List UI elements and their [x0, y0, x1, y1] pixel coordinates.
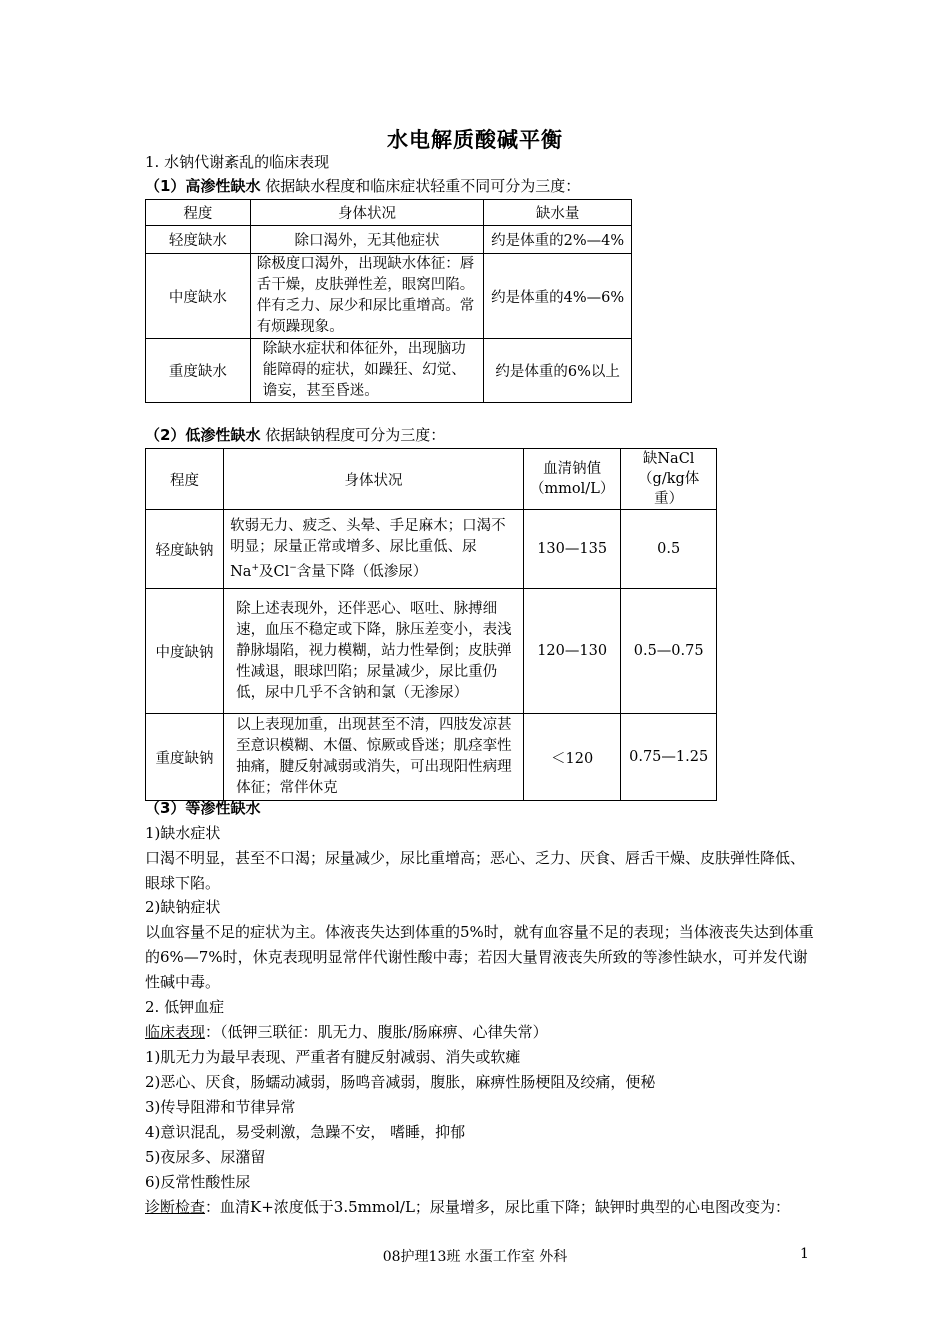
header-nacl	[621, 449, 717, 510]
cell-sodium: 120—130	[523, 589, 620, 714]
header-degree: 程度	[146, 200, 251, 226]
hypotonic-table	[145, 448, 717, 801]
list-item: 6)反常性酸性尿	[145, 1173, 251, 1191]
cell-status-part-b: 及Cl	[258, 563, 290, 580]
cell-sodium: ＜120	[523, 714, 620, 801]
sub3-item2-text: 以血容量不足的症状为主。体液丧失达到体重的5%时，就有血容量不足的表现；当体液丧失达到体重的6%—7%时，休克表现明显常伴代谢性酸中毒；若因大量胃液丧失所致的等渗性缺水，可并发代谢性碱中毒。	[145, 923, 814, 991]
list-item: 3)传导阻滞和节律异常	[145, 1098, 296, 1116]
cell-status: 除上述表现外，还伴恶心、呕吐、脉搏细速，血压不稳定或下降，脉压差变小，表浅静脉塌陷，视力模糊，站力性晕倒；皮肤弹性减退，眼球凹陷；尿量减少，尿比重仍低，尿中几乎不含钠和氯（无渗尿）	[224, 589, 524, 714]
sub2-desc: 依据缺钠程度可分为三度：	[260, 426, 446, 444]
cell-amount: 约是体重的2%—4%	[484, 226, 632, 254]
document-title: 水电解质酸碱平衡	[387, 128, 563, 152]
diagnosis-label: 诊断检查	[145, 1198, 206, 1216]
page-number: 1	[800, 1246, 809, 1262]
sub3-item2-title: 2)缺钠症状	[145, 898, 221, 916]
table-row	[146, 254, 632, 339]
sub3-item1-text: 口渴不明显，甚至不口渴；尿量减少，尿比重增高；恶心、乏力、厌食、唇舌干燥、皮肤弹性降低、眼球下陷。	[145, 849, 806, 892]
cell-status	[224, 510, 524, 589]
cell-degree: 重度缺钠	[146, 714, 224, 801]
sub3-item1-title: 1)缺水症状	[145, 824, 221, 842]
list-item: 5)夜尿多、尿潴留	[145, 1148, 266, 1166]
hypertonic-table	[145, 199, 632, 403]
cell-nacl: 0.75—1.25	[621, 714, 717, 801]
section2-heading: 2. 低钾血症	[145, 998, 225, 1016]
table-header-row	[146, 200, 632, 226]
cell-nacl: 0.5—0.75	[621, 589, 717, 714]
table-row	[146, 510, 717, 589]
sub1-label: （1）高渗性缺水	[145, 177, 261, 195]
cell-degree: 中度缺钠	[146, 589, 224, 714]
cell-sodium: 130—135	[523, 510, 620, 589]
header-nacl-unit: （g/kg体重）	[638, 471, 700, 507]
cell-status: 除极度口渴外，出现缺水体征：唇舌干燥，皮肤弹性差，眼窝凹陷。伴有乏力、尿少和尿比重增高。常有烦躁现象。	[250, 254, 484, 339]
cell-status: 以上表现加重，出现甚至不清，四肢发凉甚至意识模糊、木僵、惊厥或昏迷；肌痉挛性抽痛，腱反射减弱或消失，可出现阳性病理体征；常伴休克	[224, 714, 524, 801]
header-sodium	[523, 449, 620, 510]
header-sodium-label: 血清钠值	[543, 461, 602, 477]
header-status: 身体状况	[224, 449, 524, 510]
sub2-heading	[145, 425, 445, 445]
diagnosis-text: ：血清K+浓度低于3.5mmol/L；尿量增多，尿比重下降；缺钾时典型的心电图改变为：	[205, 1198, 790, 1216]
cell-status-part-c: 含量下降（低渗尿）	[296, 563, 428, 580]
list-item: 2)恶心、厌食，肠蠕动减弱，肠鸣音减弱，腹胀，麻痹性肠梗阻及绞痛，便秘	[145, 1073, 656, 1091]
sub3-heading: （3）等渗性缺水	[145, 799, 261, 817]
header-amount: 缺水量	[484, 200, 632, 226]
cell-status-part-a: 软弱无力、疲乏、头晕、手足麻木；口渴不明显；尿量正常或增多、尿比重低、尿Na	[230, 517, 506, 580]
cell-degree: 重度缺水	[146, 339, 251, 403]
table-row	[146, 339, 632, 403]
cell-nacl: 0.5	[621, 510, 717, 589]
cell-status: 除缺水症状和体征外，出现脑功能障碍的症状，如躁狂、幻觉、谵妄，甚至昏迷。	[250, 339, 484, 403]
table-row	[146, 714, 717, 801]
clinical-note: ：（低钾三联征：肌无力、腹胀/肠麻痹、心律失常）	[205, 1023, 548, 1041]
clinical-heading	[145, 1022, 548, 1042]
list-item: 1)肌无力为最早表现、严重者有腱反射减弱、消失或软瘫	[145, 1048, 521, 1066]
cell-degree: 轻度缺水	[146, 226, 251, 254]
cell-degree: 轻度缺钠	[146, 510, 224, 589]
table-row	[146, 589, 717, 714]
diagnosis-line	[145, 1197, 790, 1217]
cell-degree: 中度缺水	[146, 254, 251, 339]
list-item: 4)意识混乱，易受刺激，急躁不安， 嗜睡，抑郁	[145, 1123, 466, 1141]
header-degree: 程度	[146, 449, 224, 510]
sub1-desc: 依据缺水程度和临床症状轻重不同可分为三度：	[260, 177, 581, 195]
table-header-row	[146, 449, 717, 510]
header-sodium-unit: （mmol/L）	[529, 481, 615, 497]
header-status: 身体状况	[250, 200, 484, 226]
sub1-heading	[145, 176, 580, 196]
cell-amount: 约是体重的4%—6%	[484, 254, 632, 339]
table-row	[146, 226, 632, 254]
clinical-label: 临床表现	[145, 1023, 206, 1041]
section1-heading: 1. 水钠代谢紊乱的临床表现	[145, 153, 330, 171]
superscript-minus: −	[289, 562, 297, 573]
cell-status: 除口渴外，无其他症状	[250, 226, 484, 254]
header-nacl-label: 缺NaCl	[642, 451, 695, 467]
superscript-plus: +	[251, 562, 259, 573]
page-footer: 08护理13班 水蛋工作室 外科	[382, 1249, 568, 1265]
cell-amount: 约是体重的6%以上	[484, 339, 632, 403]
sub2-label: （2）低渗性缺水	[145, 426, 261, 444]
